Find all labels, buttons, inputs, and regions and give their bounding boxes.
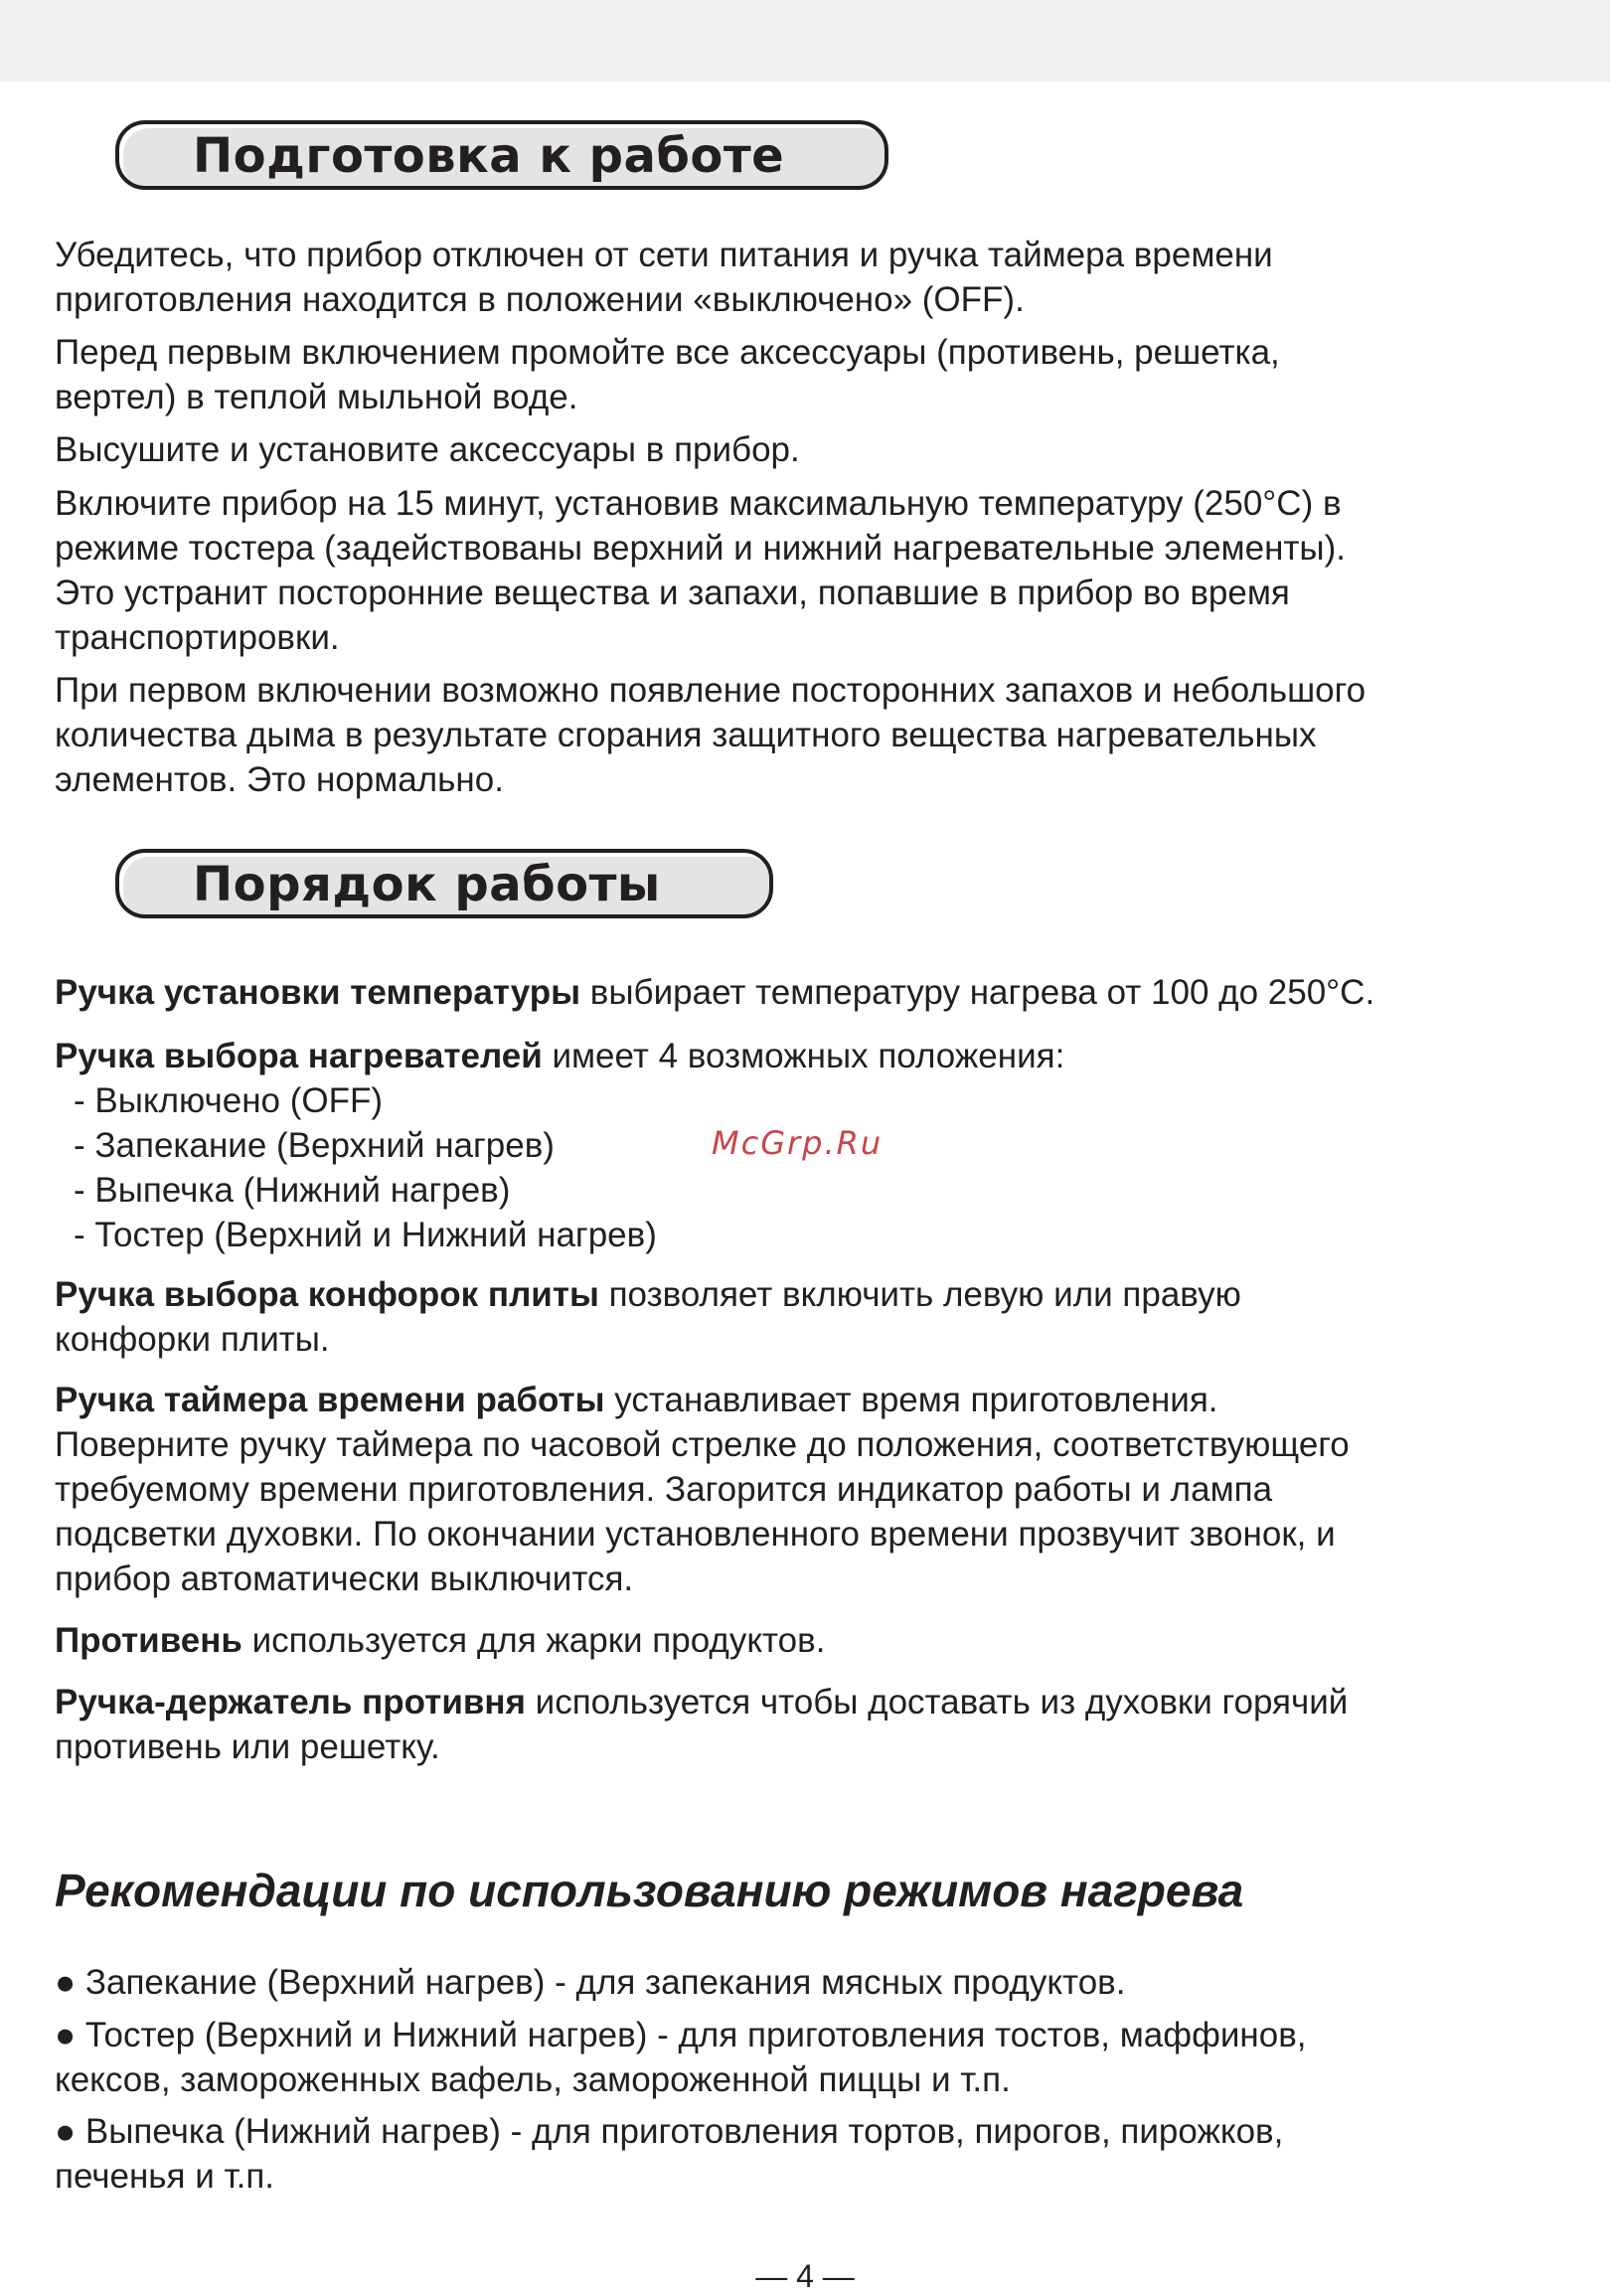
text-line: ● Выпечка (Нижний нагрев) - для приготовления тортов, пирогов, пирожков, (55, 2112, 1284, 2151)
paragraph-first-run (55, 481, 1575, 660)
paragraph-heater-knob (55, 1034, 1575, 1078)
text-line: Перед первым включением промойте все аксессуары (противень, решетка, (55, 333, 1280, 372)
text-line: транспортировки. (55, 618, 340, 657)
text-line: требуемому времени приготовления. Загорится индикатор работы и лампа (55, 1470, 1273, 1509)
paragraph-smell-notice (55, 668, 1575, 802)
recommendation-top-heat (55, 1960, 1575, 2005)
list-item-bottom-heat: - Выпечка (Нижний нагрев) (74, 1171, 511, 1210)
text-line: Поверните ручку таймера по часовой стрелке до положения, соответствующего (55, 1425, 1350, 1464)
paragraph-wash-accessories (55, 330, 1575, 419)
desc-tray-handle: используется чтобы доставать из духовки горячий (525, 1683, 1349, 1722)
term-temperature-knob: Ручка установки температуры (55, 973, 581, 1012)
section-heading-preparation (115, 120, 888, 190)
section-heading-operation (115, 849, 773, 918)
text-line: печенья и т.п. (55, 2157, 275, 2196)
text-line: вертел) в теплой мыльной воде. (55, 378, 578, 416)
term-burner-knob: Ручка выбора конфорок плиты (55, 1275, 599, 1314)
page-number: — 4 — (755, 2258, 855, 2294)
recommendation-toaster (55, 2013, 1575, 2102)
list-item-top-heat: - Запекание (Верхний нагрев) (74, 1126, 555, 1165)
recommendation-bottom-heat (55, 2109, 1575, 2199)
text-line: элементов. Это нормально. (55, 760, 504, 799)
desc-heater-knob: имеет 4 возможных положения: (542, 1037, 1065, 1075)
paragraph-dry-install (55, 427, 1575, 472)
desc-burner-knob: позволяет включить левую или правую (598, 1275, 1241, 1314)
text-line: конфорки плиты. (55, 1320, 330, 1359)
desc-timer-knob: устанавливает время приготовления. (604, 1381, 1218, 1419)
text-line: Высушите и установите аксессуары в прибор. (55, 430, 800, 469)
text-line: количества дыма в результате сгорания защитного вещества нагревательных (55, 716, 1317, 754)
desc-tray: используется для жарки продуктов. (242, 1621, 826, 1660)
recommendations-heading: Рекомендации по использованию режимов нагрева (55, 1865, 1244, 1916)
list-item-toaster: - Тостер (Верхний и Нижний нагрев) (74, 1216, 657, 1254)
top-margin-band (0, 0, 1610, 82)
section-heading-operation-text: Порядок работы (193, 857, 661, 912)
heater-modes-list (74, 1078, 657, 1257)
text-line: подсветки духовки. По окончании установленного времени прозвучит звонок, и (55, 1515, 1336, 1554)
text-line: ● Запекание (Верхний нагрев) - для запекания мясных продуктов. (55, 1963, 1126, 2002)
text-line: приготовления находится в положении «выключено» (OFF). (55, 280, 1025, 319)
list-item-off: - Выключено (OFF) (74, 1081, 384, 1120)
paragraph-tray-handle (55, 1680, 1575, 1769)
text-line: При первом включении возможно появление посторонних запахов и небольшого (55, 671, 1367, 710)
text-line: прибор автоматически выключится. (55, 1559, 634, 1598)
paragraph-temperature-knob (55, 970, 1575, 1015)
term-tray: Противень (55, 1621, 242, 1660)
text-line: Включите прибор на 15 минут, установив максимальную температуру (250°С) в (55, 484, 1342, 523)
paragraph-tray (55, 1618, 1575, 1663)
text-line: ● Тостер (Верхний и Нижний нагрев) - для приготовления тостов, маффинов, (55, 2016, 1307, 2054)
paragraph-timer-knob (55, 1378, 1575, 1601)
text-line: кексов, замороженных вафель, замороженной пиццы и т.п. (55, 2060, 1011, 2099)
term-timer-knob: Ручка таймера времени работы (55, 1381, 605, 1419)
term-heater-knob: Ручка выбора нагревателей (55, 1037, 543, 1075)
term-tray-handle: Ручка-держатель противня (55, 1683, 526, 1722)
text-line: противень или решетку. (55, 1727, 440, 1766)
paragraph-burner-knob (55, 1272, 1575, 1362)
text-line: Это устранит посторонние вещества и запахи, попавшие в прибор во время (55, 574, 1290, 612)
desc-temperature-knob: выбирает температуру нагрева от 100 до 250°С. (580, 973, 1375, 1012)
section-heading-preparation-text: Подготовка к работе (193, 128, 785, 184)
watermark: McGrp.Ru (712, 1124, 884, 1162)
paragraph-disconnect (55, 233, 1575, 322)
text-line: Убедитесь, что прибор отключен от сети питания и ручка таймера времени (55, 236, 1273, 274)
text-line: режиме тостера (задействованы верхний и нижний нагревательные элементы). (55, 529, 1346, 568)
